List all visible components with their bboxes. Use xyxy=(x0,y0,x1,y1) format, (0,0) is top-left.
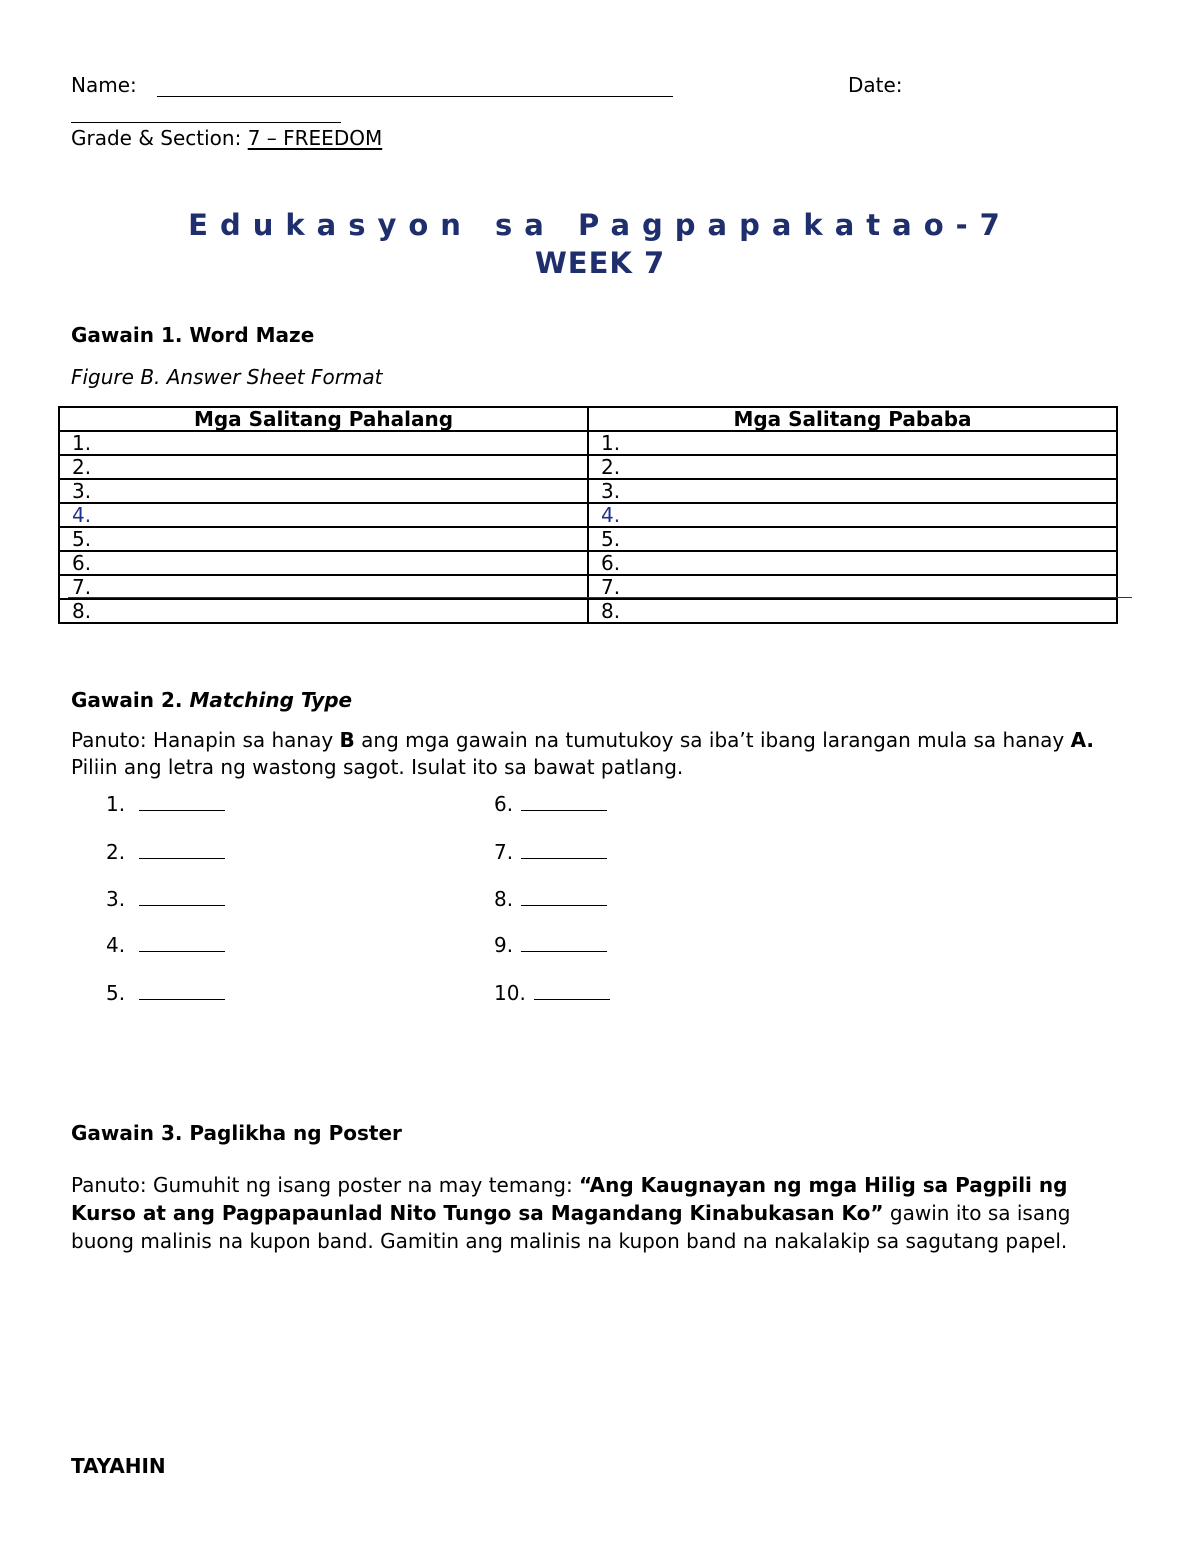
item-number: 2. xyxy=(106,840,126,864)
answer-cell-pababa[interactable]: 8. xyxy=(588,599,1117,623)
table-row xyxy=(59,599,1117,623)
date-blank-line[interactable] xyxy=(71,122,341,123)
answer-blank[interactable] xyxy=(139,885,225,906)
poster-theme: “Ang Kaugnayan ng mga Hilig sa Pagpili ng Kurso at ang Pagpapaunlad Nito Tungo sa Magandang Kinabukasan Ko” xyxy=(71,1173,1068,1225)
answer-cell-pahalang[interactable]: 6. xyxy=(59,551,588,575)
instruction-text: Panuto: Hanapin sa hanay xyxy=(71,728,340,752)
instruction-bold-b: B xyxy=(339,728,355,752)
answer-cell-pahalang[interactable]: 4. xyxy=(59,503,588,527)
table-row xyxy=(59,479,1117,503)
table-header-row xyxy=(59,407,1117,431)
subject-title: Edukasyon sa Pagpapakatao-7 xyxy=(188,208,1012,242)
matching-item xyxy=(106,979,225,1006)
table-row xyxy=(59,527,1117,551)
gawain1-heading: Gawain 1. Word Maze xyxy=(71,323,315,347)
answer-cell-pahalang[interactable]: 2. xyxy=(59,455,588,479)
item-number: 10. xyxy=(494,981,526,1005)
table-row xyxy=(59,431,1117,455)
answer-sheet-table xyxy=(58,406,1118,624)
instruction-text: Piliin ang letra ng wastong sagot. Isulat ito sa bawat patlang. xyxy=(71,755,684,779)
item-number: 7. xyxy=(494,840,514,864)
answer-blank[interactable] xyxy=(534,979,610,1000)
table-row xyxy=(59,503,1117,527)
matching-item xyxy=(494,885,607,912)
item-number: 6. xyxy=(494,792,514,816)
answer-cell-pababa[interactable]: 5. xyxy=(588,527,1117,551)
table-row xyxy=(59,551,1117,575)
stray-line xyxy=(68,597,1132,598)
answer-cell-pahalang[interactable]: 5. xyxy=(59,527,588,551)
answer-cell-pababa[interactable]: 4. xyxy=(588,503,1117,527)
matching-item xyxy=(106,838,225,865)
matching-item xyxy=(494,838,607,865)
grade-section-value: 7 – FREEDOM xyxy=(247,126,383,150)
answer-cell-pahalang[interactable]: 1. xyxy=(59,431,588,455)
answer-cell-pahalang[interactable]: 8. xyxy=(59,599,588,623)
answer-blank[interactable] xyxy=(139,838,225,859)
gawain3-instructions xyxy=(71,1171,1131,1255)
answer-cell-pababa[interactable]: 6. xyxy=(588,551,1117,575)
matching-item xyxy=(494,931,607,958)
column-header-pababa: Mga Salitang Pababa xyxy=(588,407,1117,431)
instruction-text: gawin ito sa isang buong malinis na kupon band. Gamitin ang malinis na kupon band na nakalakip sa sagutang papel. xyxy=(71,1201,1071,1253)
date-label: Date: xyxy=(848,73,903,97)
answer-cell-pababa[interactable]: 7. xyxy=(588,575,1117,599)
grade-section-label: Grade & Section: xyxy=(71,126,242,150)
tayahin-heading: TAYAHIN xyxy=(71,1454,166,1478)
grade-section-line xyxy=(71,125,382,151)
matching-item xyxy=(106,885,225,912)
matching-item xyxy=(106,790,225,817)
matching-item xyxy=(106,931,225,958)
name-label: Name: xyxy=(71,73,137,97)
gawain3-heading: Gawain 3. Paglikha ng Poster xyxy=(71,1121,402,1145)
instruction-bold-a: A. xyxy=(1070,728,1095,752)
matching-item xyxy=(494,790,607,817)
answer-blank[interactable] xyxy=(521,790,607,811)
item-number: 1. xyxy=(106,792,126,816)
item-number: 3. xyxy=(106,887,126,911)
figure-caption: Figure B. Answer Sheet Format xyxy=(71,365,383,389)
column-header-pahalang: Mga Salitang Pahalang xyxy=(59,407,588,431)
answer-cell-pahalang[interactable]: 7. xyxy=(59,575,588,599)
instruction-text: Panuto: Gumuhit ng isang poster na may temang: xyxy=(71,1173,580,1197)
item-number: 8. xyxy=(494,887,514,911)
answer-blank[interactable] xyxy=(521,838,607,859)
answer-cell-pahalang[interactable]: 3. xyxy=(59,479,588,503)
gawain2-instructions xyxy=(71,727,1131,781)
table-row xyxy=(59,575,1117,599)
answer-blank[interactable] xyxy=(139,979,225,1000)
answer-cell-pababa[interactable]: 2. xyxy=(588,455,1117,479)
item-number: 4. xyxy=(106,933,126,957)
answer-blank[interactable] xyxy=(139,790,225,811)
answer-blank[interactable] xyxy=(521,931,607,952)
instruction-text: ang mga gawain na tumutukoy sa iba’t ibang larangan mula sa hanay xyxy=(354,728,1071,752)
gawain2-heading-prefix: Gawain 2. xyxy=(71,688,183,712)
answer-blank[interactable] xyxy=(139,931,225,952)
answer-blank[interactable] xyxy=(521,885,607,906)
matching-item xyxy=(494,979,610,1006)
table-row xyxy=(59,455,1117,479)
gawain2-heading-title: Matching Type xyxy=(189,688,353,712)
answer-cell-pababa[interactable]: 1. xyxy=(588,431,1117,455)
item-number: 5. xyxy=(106,981,126,1005)
name-blank-line[interactable] xyxy=(157,96,673,97)
item-number: 9. xyxy=(494,933,514,957)
week-title: WEEK 7 xyxy=(534,246,666,280)
gawain2-heading xyxy=(71,687,352,713)
answer-cell-pababa[interactable]: 3. xyxy=(588,479,1117,503)
